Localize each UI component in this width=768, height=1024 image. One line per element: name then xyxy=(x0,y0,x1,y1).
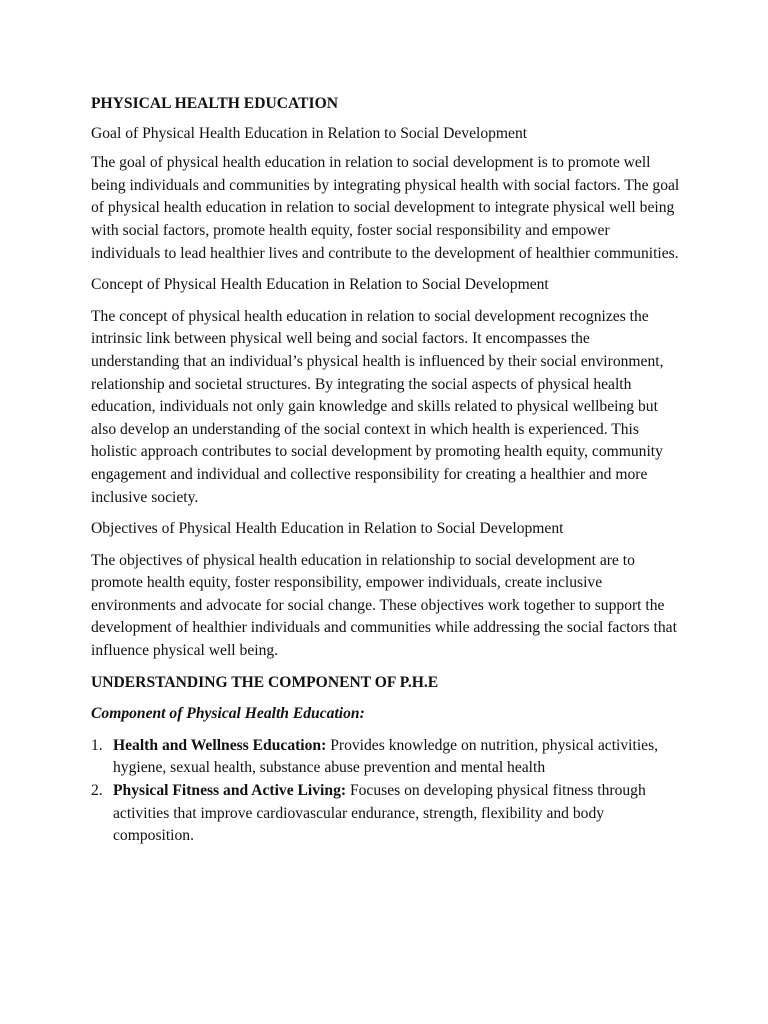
objectives-paragraph: The objectives of physical health education in relationship to social development are to promote health equity, foster responsibility, empower individuals, create inclusive environments and advocate for social change. These objectives work together to support the development of healthier individuals and communities while addressing the social factors that influence physical well being. xyxy=(91,551,677,660)
list-item-term: Health and Wellness Education: xyxy=(113,736,327,754)
list-item-text: Provides knowledge on nutrition, physical activities, hygiene, sexual health, substance abuse prevention and mental health xyxy=(113,736,659,777)
list-item xyxy=(91,780,681,848)
components-heading: Component of Physical Health Education: xyxy=(91,705,365,723)
components-list xyxy=(91,735,681,848)
list-item-text: Focuses on developing physical fitness through activities that improve cardiovascular endurance, strength, flexibility and body composition. xyxy=(113,782,646,845)
list-item-number: 2. xyxy=(91,782,103,800)
concept-heading: Concept of Physical Health Education in Relation to Social Development xyxy=(91,276,549,294)
concept-paragraph: The concept of physical health education in relation to social development recognizes the intrinsic link between physical well being and social factors. It encompasses the understanding that an individual’s physical health is influenced by their social environment, relationship and societal structures. By integrating the social aspects of physical health education, individuals not only gain knowledge and skills related to physical wellbeing but also develop an understanding of the social context in which health is experienced. This holistic approach contributes to social development by promoting health equity, community engagement and individual and collective responsibility for creating a healthier and more inclusive society. xyxy=(91,307,664,506)
document-title: PHYSICAL HEALTH EDUCATION xyxy=(91,95,338,112)
objectives-heading: Objectives of Physical Health Education in Relation to Social Development xyxy=(91,520,564,538)
goal-heading: Goal of Physical Health Education in Relation to Social Development xyxy=(91,124,528,142)
list-item-term: Physical Fitness and Active Living: xyxy=(113,782,347,800)
list-item xyxy=(91,735,681,780)
document-page xyxy=(91,93,681,848)
list-item-number: 1. xyxy=(91,736,103,754)
goal-paragraph: The goal of physical health education in relation to social development is to promote well being individuals and communities by integrating physical health with social factors. The goal of physical health education in relation to social development to integrate physical well being with social factors, promote health equity, foster social responsibility and empower individuals to lead healthier lives and contribute to the development of healthier communities. xyxy=(91,154,680,262)
understanding-heading: UNDERSTANDING THE COMPONENT OF P.H.E xyxy=(91,673,439,691)
